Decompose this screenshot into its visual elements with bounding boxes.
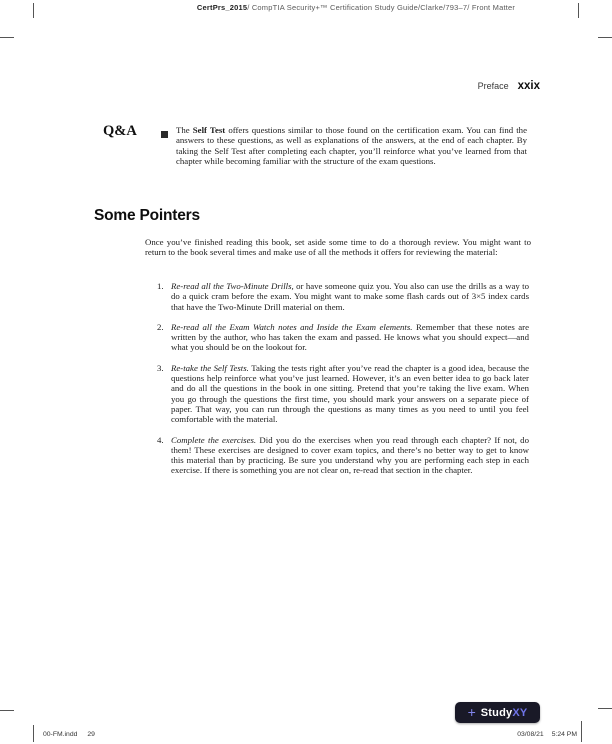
header-slug-job: CertPrs_2015 [196,3,248,12]
list-item-lead: Complete the exercises. [171,434,257,445]
qa-text-bold: Self Test [192,125,226,135]
list-item-text: Taking the tests right after you’ve read the chapter is a good idea, because the questions help reinforce what you’ve just learned. However, it’s an even better idea to go back later and do all the questions in the book in one sitting. Pretend that you’re taking the live exam. When you go through the questions the first time, you should mark your answers on a separate piece of paper. That way, you can run through the questions as many times as you need to until you feel comfortable with the material. [171,362,529,425]
list-item [157,322,529,353]
crop-mark-bottom-left-horizontal [0,710,14,711]
list-item [157,435,529,476]
crop-mark-bottom-left-vertical [33,725,34,742]
header-slug-title: / CompTIA Security+™ Certification Study Guide/Clarke/793–7/ Front Matter [247,3,516,12]
list-item-text: Remember that these notes are written by the author, who has taken the exam and passed. He knows what you should expect—and what you should be on the lookout for. [171,321,529,353]
section-heading: Some Pointers [94,207,200,224]
footer-file-info [43,731,95,738]
brand-study: Study [480,706,513,719]
list-item-text: Did you do the exercises when you read through each chapter? If not, do them! These exercises are designed to cover exam topics, and there’s no better way to get to know this material than by practicing. Be sure you understand why you are performing each step in each exercise. If there is something you are not clear on, re-read that section in the chapter. [171,434,529,476]
list-item-text: or have someone quiz you. You also can use the drills as a way to do a quick cram before the exam. You might want to make some flash cards out of 3×5 index cards that have the Two-Minute Drill material on them. [171,281,530,312]
list-item-number: 2. [157,321,164,332]
footer-date: 03/08/21 [517,731,544,738]
studyxy-logo [481,707,528,719]
list-item-number: 4. [157,434,164,445]
pointer-list [157,281,529,486]
page-number: xxix [517,80,540,92]
intro-paragraph: Once you’ve finished reading this book, set aside some time to do a thorough review. You might want to return to the book several times and make use of all the methods it offers for reviewing the material: [145,237,531,258]
footer-sheet-number: 29 [87,731,95,738]
list-item-lead: Re-take the Self Tests. [171,362,249,373]
list-item-body [171,363,529,425]
qa-text-after: offers questions similar to those found on the certification exam. You can find the answers to these questions, as well as explanations of the answers, at the end of each chapter. By taking the Self Test after completing each chapter, you’ll reinforce what you’ve learned from that chapter while becoming familiar with the structure of the exam questions. [176,125,527,166]
square-bullet-icon [161,131,168,138]
footer-time: 5:24 PM [551,731,577,738]
list-item-number: 1. [157,281,164,291]
crop-mark-top-right-horizontal [598,37,612,38]
crop-mark-top-left-vertical [33,3,34,18]
running-head [340,76,540,94]
crop-mark-top-left-horizontal [0,37,14,38]
running-head-section: Preface [477,81,509,91]
studyxy-badge[interactable] [455,702,540,723]
header-slug [100,3,612,12]
footer-timestamp [377,731,577,738]
plus-icon: + [467,704,476,720]
list-item-body [171,435,529,476]
qa-text-before: The [176,125,193,135]
qa-label: Q&A [103,123,137,139]
list-item-body [171,281,529,312]
qa-paragraph [176,125,527,166]
list-item [157,363,529,425]
crop-mark-bottom-right-vertical [581,721,582,742]
crop-mark-bottom-right-horizontal [598,708,612,709]
list-item-number: 3. [157,362,164,373]
list-item-lead: Re-read all the Exam Watch notes and Inside the Exam elements. [171,321,413,332]
brand-xy: XY [512,706,528,719]
list-item-body [171,322,529,353]
footer-filename: 00-FM.indd [43,731,78,738]
list-item [157,281,529,312]
list-item-lead: Re-read all the Two-Minute Drills, [171,281,294,291]
